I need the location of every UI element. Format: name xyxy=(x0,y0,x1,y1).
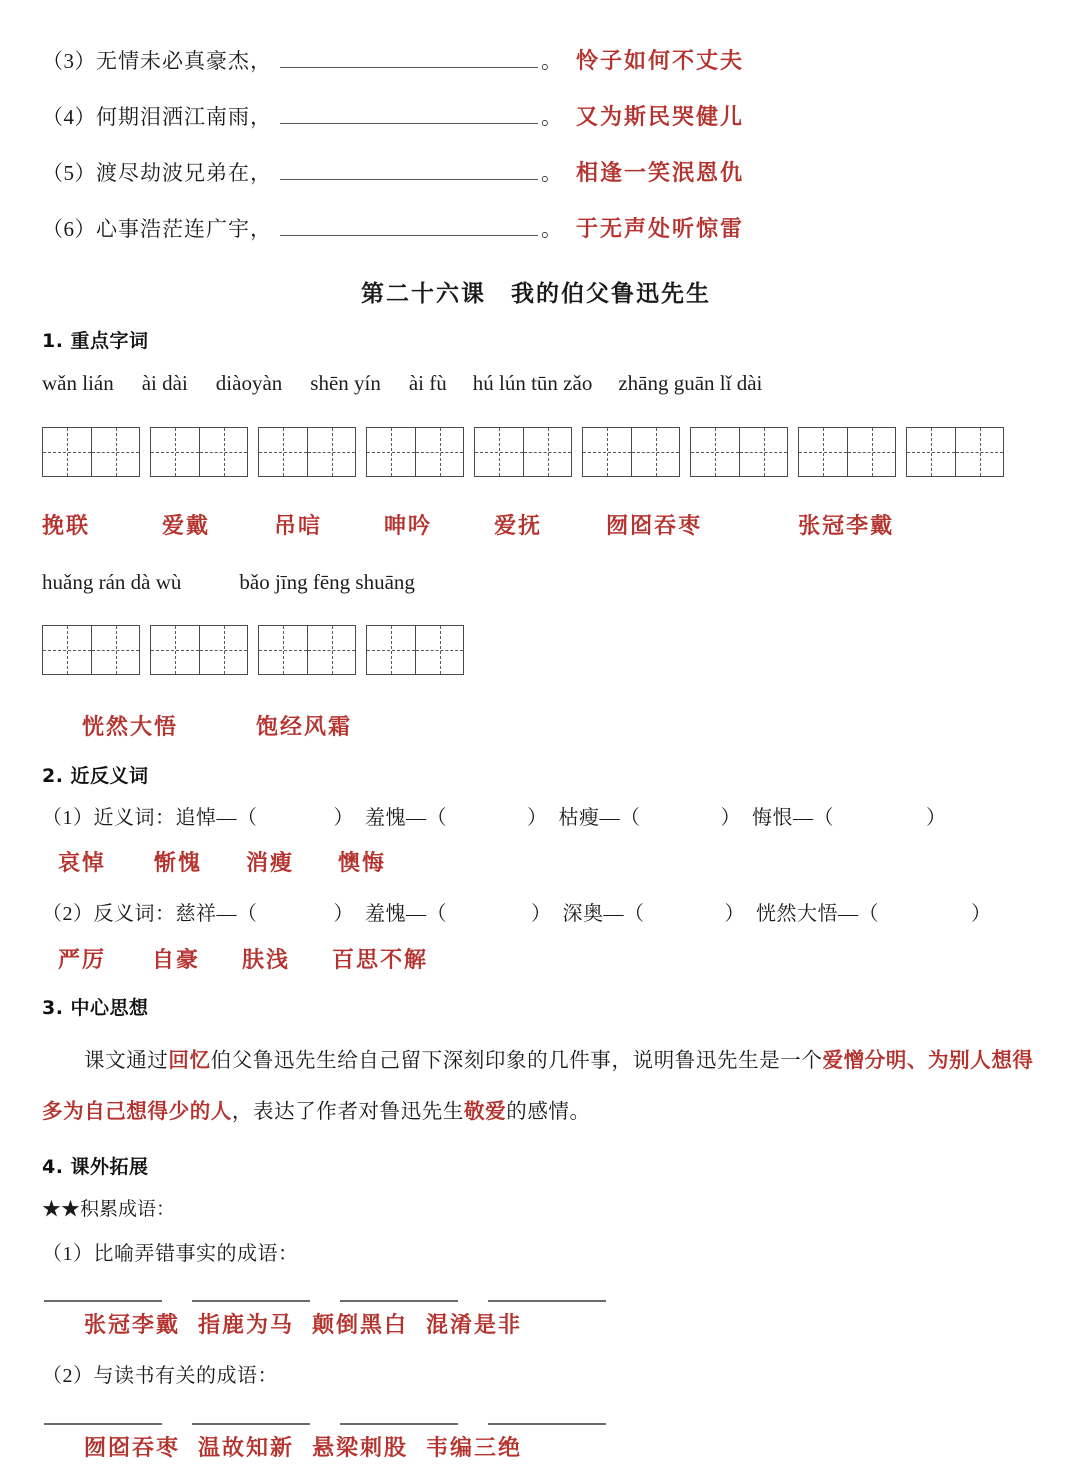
character-grid-cell[interactable] xyxy=(847,428,895,476)
character-grid-cell[interactable] xyxy=(739,428,787,476)
extension-item-1-answers xyxy=(84,1308,540,1339)
poem-row-period: 。 xyxy=(541,161,562,185)
poem-row-answer: 于无声处听惊雷 xyxy=(576,217,745,242)
synonym-question-row[interactable] xyxy=(42,801,947,830)
poem-row xyxy=(42,100,1042,156)
question-label: （1）近义词： xyxy=(42,807,176,829)
answer-word: 吊唁 xyxy=(274,514,323,539)
character-grid-row-2[interactable] xyxy=(42,625,474,675)
question-word: 枯瘦—（ xyxy=(558,807,641,829)
character-grid-cell[interactable] xyxy=(799,428,847,476)
answer-blank-line[interactable] xyxy=(488,1288,606,1302)
spacer xyxy=(745,903,756,925)
poem-row xyxy=(42,44,1042,100)
question-pair[interactable] xyxy=(752,801,947,830)
poem-row-period: 。 xyxy=(541,217,562,241)
answer-word: 张冠李戴 xyxy=(798,514,895,539)
character-grid-group[interactable] xyxy=(366,427,464,477)
answer-word: 恍然大悟 xyxy=(82,715,179,740)
pinyin-row-2 xyxy=(42,570,415,595)
poem-row-period: 。 xyxy=(541,105,562,129)
antonym-question-row[interactable] xyxy=(42,897,992,926)
poem-row-answer: 怜子如何不丈夫 xyxy=(576,49,745,74)
character-grid-cell[interactable] xyxy=(907,428,955,476)
character-grid-cell[interactable] xyxy=(307,428,355,476)
character-grid-group[interactable] xyxy=(150,625,248,675)
question-word: 追悼—（ xyxy=(175,807,258,829)
idiom-answer: 囫囵吞枣 xyxy=(84,1436,181,1461)
character-grid-group[interactable] xyxy=(42,427,140,477)
answer-word: 肤浅 xyxy=(242,948,291,973)
character-grid-group[interactable] xyxy=(690,427,788,477)
answer-word: 囫囵吞枣 xyxy=(606,514,703,539)
poem-row-answer: 又为斯民哭健儿 xyxy=(576,105,745,130)
answer-word: 懊悔 xyxy=(338,851,387,876)
section-heading-central-idea: 3. 中心思想 xyxy=(42,997,149,1019)
question-close-paren: ） xyxy=(333,807,354,829)
poem-fill-in-list xyxy=(42,44,1042,268)
character-grid-cell[interactable] xyxy=(91,626,139,674)
pinyin-word: wǎn lián xyxy=(42,371,114,395)
poem-row xyxy=(42,156,1042,212)
poem-row-prompt: 渡尽劫波兄弟在， xyxy=(96,161,272,185)
character-grid-group[interactable] xyxy=(582,427,680,477)
extension-item-2-blanks[interactable] xyxy=(44,1411,636,1425)
extension-item-2-label: （2）与读书有关的成语： xyxy=(42,1365,278,1387)
answer-blank-line[interactable] xyxy=(340,1411,458,1425)
character-grid-cell[interactable] xyxy=(199,428,247,476)
character-grid-cell[interactable] xyxy=(43,626,91,674)
character-grid-cell[interactable] xyxy=(307,626,355,674)
answer-blank-line[interactable] xyxy=(340,1288,458,1302)
pinyin-word: bǎo jīng fēng shuāng xyxy=(239,570,415,594)
question-pair[interactable] xyxy=(756,897,992,926)
question-close-paren: ） xyxy=(926,807,947,829)
pinyin-word: diàoyàn xyxy=(215,371,283,395)
question-close-paren: ） xyxy=(531,903,552,925)
character-grid-cell[interactable] xyxy=(631,428,679,476)
character-grid-row-1[interactable] xyxy=(42,427,1014,477)
poem-row-number: （3） xyxy=(42,49,96,73)
poem-row-number: （6） xyxy=(42,217,96,241)
poem-row-number: （4） xyxy=(42,105,96,129)
answer-word: 哀悼 xyxy=(58,851,107,876)
lesson-title: 第二十六课 我的伯父鲁迅先生 xyxy=(361,281,711,307)
question-pair[interactable] xyxy=(365,897,552,926)
question-pair[interactable] xyxy=(559,801,742,830)
character-grid-cell[interactable] xyxy=(367,626,415,674)
extension-item-2-answers xyxy=(84,1431,540,1462)
spacer xyxy=(741,807,752,829)
spacer xyxy=(552,903,563,925)
character-grid-cell[interactable] xyxy=(151,428,199,476)
poem-row xyxy=(42,212,1042,268)
answer-word: 呻吟 xyxy=(384,514,433,539)
character-grid-group[interactable] xyxy=(150,427,248,477)
question-close-paren: ） xyxy=(333,903,354,925)
poem-row-blank[interactable] xyxy=(280,47,538,68)
character-grid-group[interactable] xyxy=(474,427,572,477)
question-close-paren: ） xyxy=(971,903,992,925)
answer-blank-line[interactable] xyxy=(44,1288,162,1302)
poem-row-period: 。 xyxy=(541,49,562,73)
character-grid-group[interactable] xyxy=(42,625,140,675)
paragraph-text: 伯父鲁迅先生给自己留下深刻印象的几件事，说明鲁迅先生是一个 xyxy=(210,1050,823,1072)
character-grid-group[interactable] xyxy=(258,625,356,675)
idiom-answer: 张冠李戴 xyxy=(84,1313,181,1338)
idiom-answer: 混淆是非 xyxy=(426,1313,523,1338)
section-heading-key-words: 1. 重点字词 xyxy=(42,330,149,352)
spacer xyxy=(354,903,365,925)
highlighted-phrase: 爱憎分明、为别人想得多为自己想得少的人 xyxy=(42,1048,1034,1123)
answer-row-2 xyxy=(82,710,352,741)
answer-word: 爱戴 xyxy=(162,514,211,539)
poem-row-blank[interactable] xyxy=(280,159,538,180)
question-pair[interactable] xyxy=(563,897,746,926)
character-grid-group[interactable] xyxy=(798,427,896,477)
question-close-paren: ） xyxy=(724,903,745,925)
pinyin-word: ài dài xyxy=(141,371,188,395)
answer-row-1 xyxy=(42,509,894,540)
question-pair[interactable] xyxy=(176,801,355,830)
paragraph-text: 课文通过 xyxy=(84,1050,169,1072)
answer-blank-line[interactable] xyxy=(44,1411,162,1425)
highlighted-phrase: 敬爱 xyxy=(464,1099,507,1123)
idiom-answer: 颠倒黑白 xyxy=(312,1313,409,1338)
question-word: 深奥—（ xyxy=(562,903,645,925)
character-grid-cell[interactable] xyxy=(199,626,247,674)
spacer xyxy=(354,807,365,829)
answer-word: 饱经风霜 xyxy=(256,715,353,740)
character-grid-cell[interactable] xyxy=(151,626,199,674)
section-heading-extension: 4. 课外拓展 xyxy=(42,1156,149,1178)
synonym-answer-row xyxy=(58,846,386,877)
poem-row-prompt: 心事浩茫连广宇， xyxy=(96,217,272,241)
pinyin-word: shēn yín xyxy=(310,371,381,395)
answer-word: 百思不解 xyxy=(332,948,429,973)
character-grid-cell[interactable] xyxy=(415,626,463,674)
section-heading-synonyms-antonyms: 2. 近反义词 xyxy=(42,765,149,787)
question-word: 羞愧—（ xyxy=(365,807,447,829)
character-grid-group[interactable] xyxy=(906,427,1004,477)
poem-row-prompt: 何期泪洒江南雨， xyxy=(96,105,272,129)
idiom-answer: 韦编三绝 xyxy=(426,1436,523,1461)
pinyin-word: hú lún tūn zǎo xyxy=(472,371,593,395)
paragraph-text: ，表达了作者对鲁迅先生 xyxy=(231,1101,465,1123)
question-pair[interactable] xyxy=(365,801,548,830)
character-grid-cell[interactable] xyxy=(43,428,91,476)
character-grid-cell[interactable] xyxy=(91,428,139,476)
answer-blank-line[interactable] xyxy=(192,1411,310,1425)
question-pair[interactable] xyxy=(176,897,355,926)
accumulate-idioms-label: ★★积累成语： xyxy=(42,1199,176,1220)
question-word: 恍然大悟—（ xyxy=(756,903,879,925)
answer-word: 消瘦 xyxy=(246,851,295,876)
answer-word: 严厉 xyxy=(58,948,107,973)
question-label: （2）反义词： xyxy=(42,903,176,925)
question-word: 慈祥—（ xyxy=(175,903,258,925)
answer-word: 挽联 xyxy=(42,514,91,539)
answer-word: 爱抚 xyxy=(494,514,543,539)
answer-word: 惭愧 xyxy=(154,851,203,876)
question-close-paren: ） xyxy=(527,807,548,829)
poem-row-prompt: 无情未必真豪杰， xyxy=(96,49,272,73)
character-grid-cell[interactable] xyxy=(259,428,307,476)
character-grid-cell[interactable] xyxy=(691,428,739,476)
character-grid-cell[interactable] xyxy=(367,428,415,476)
pinyin-word: huǎng rán dà wù xyxy=(42,570,182,594)
character-grid-cell[interactable] xyxy=(523,428,571,476)
paragraph-text: 的感情。 xyxy=(506,1101,591,1123)
pinyin-row-1 xyxy=(42,371,762,396)
question-word: 悔恨—（ xyxy=(752,807,834,829)
question-word: 羞愧—（ xyxy=(365,903,447,925)
answer-word: 自豪 xyxy=(152,948,201,973)
character-grid-group[interactable] xyxy=(366,625,464,675)
idiom-answer: 温故知新 xyxy=(198,1436,295,1461)
pinyin-word: ài fù xyxy=(408,371,447,395)
poem-row-blank[interactable] xyxy=(280,215,538,236)
extension-item-1-label: （1）比喻弄错事实的成语： xyxy=(42,1243,299,1265)
central-idea-paragraph xyxy=(42,1035,1034,1137)
poem-row-answer: 相逢一笑泯恩仇 xyxy=(576,161,745,186)
character-grid-group[interactable] xyxy=(258,427,356,477)
character-grid-cell[interactable] xyxy=(475,428,523,476)
antonym-answer-row xyxy=(58,943,428,974)
character-grid-cell[interactable] xyxy=(259,626,307,674)
highlighted-phrase: 回忆 xyxy=(168,1048,211,1072)
pinyin-word: zhāng guān lǐ dài xyxy=(618,371,763,395)
answer-blank-line[interactable] xyxy=(192,1288,310,1302)
character-grid-cell[interactable] xyxy=(415,428,463,476)
poem-row-number: （5） xyxy=(42,161,96,185)
extension-item-1-blanks[interactable] xyxy=(44,1288,636,1302)
idiom-answer: 悬梁刺股 xyxy=(312,1436,409,1461)
character-grid-cell[interactable] xyxy=(583,428,631,476)
idiom-answer: 指鹿为马 xyxy=(198,1313,295,1338)
character-grid-cell[interactable] xyxy=(955,428,1003,476)
answer-blank-line[interactable] xyxy=(488,1411,606,1425)
poem-row-blank[interactable] xyxy=(280,103,538,124)
question-close-paren: ） xyxy=(720,807,741,829)
spacer xyxy=(548,807,559,829)
